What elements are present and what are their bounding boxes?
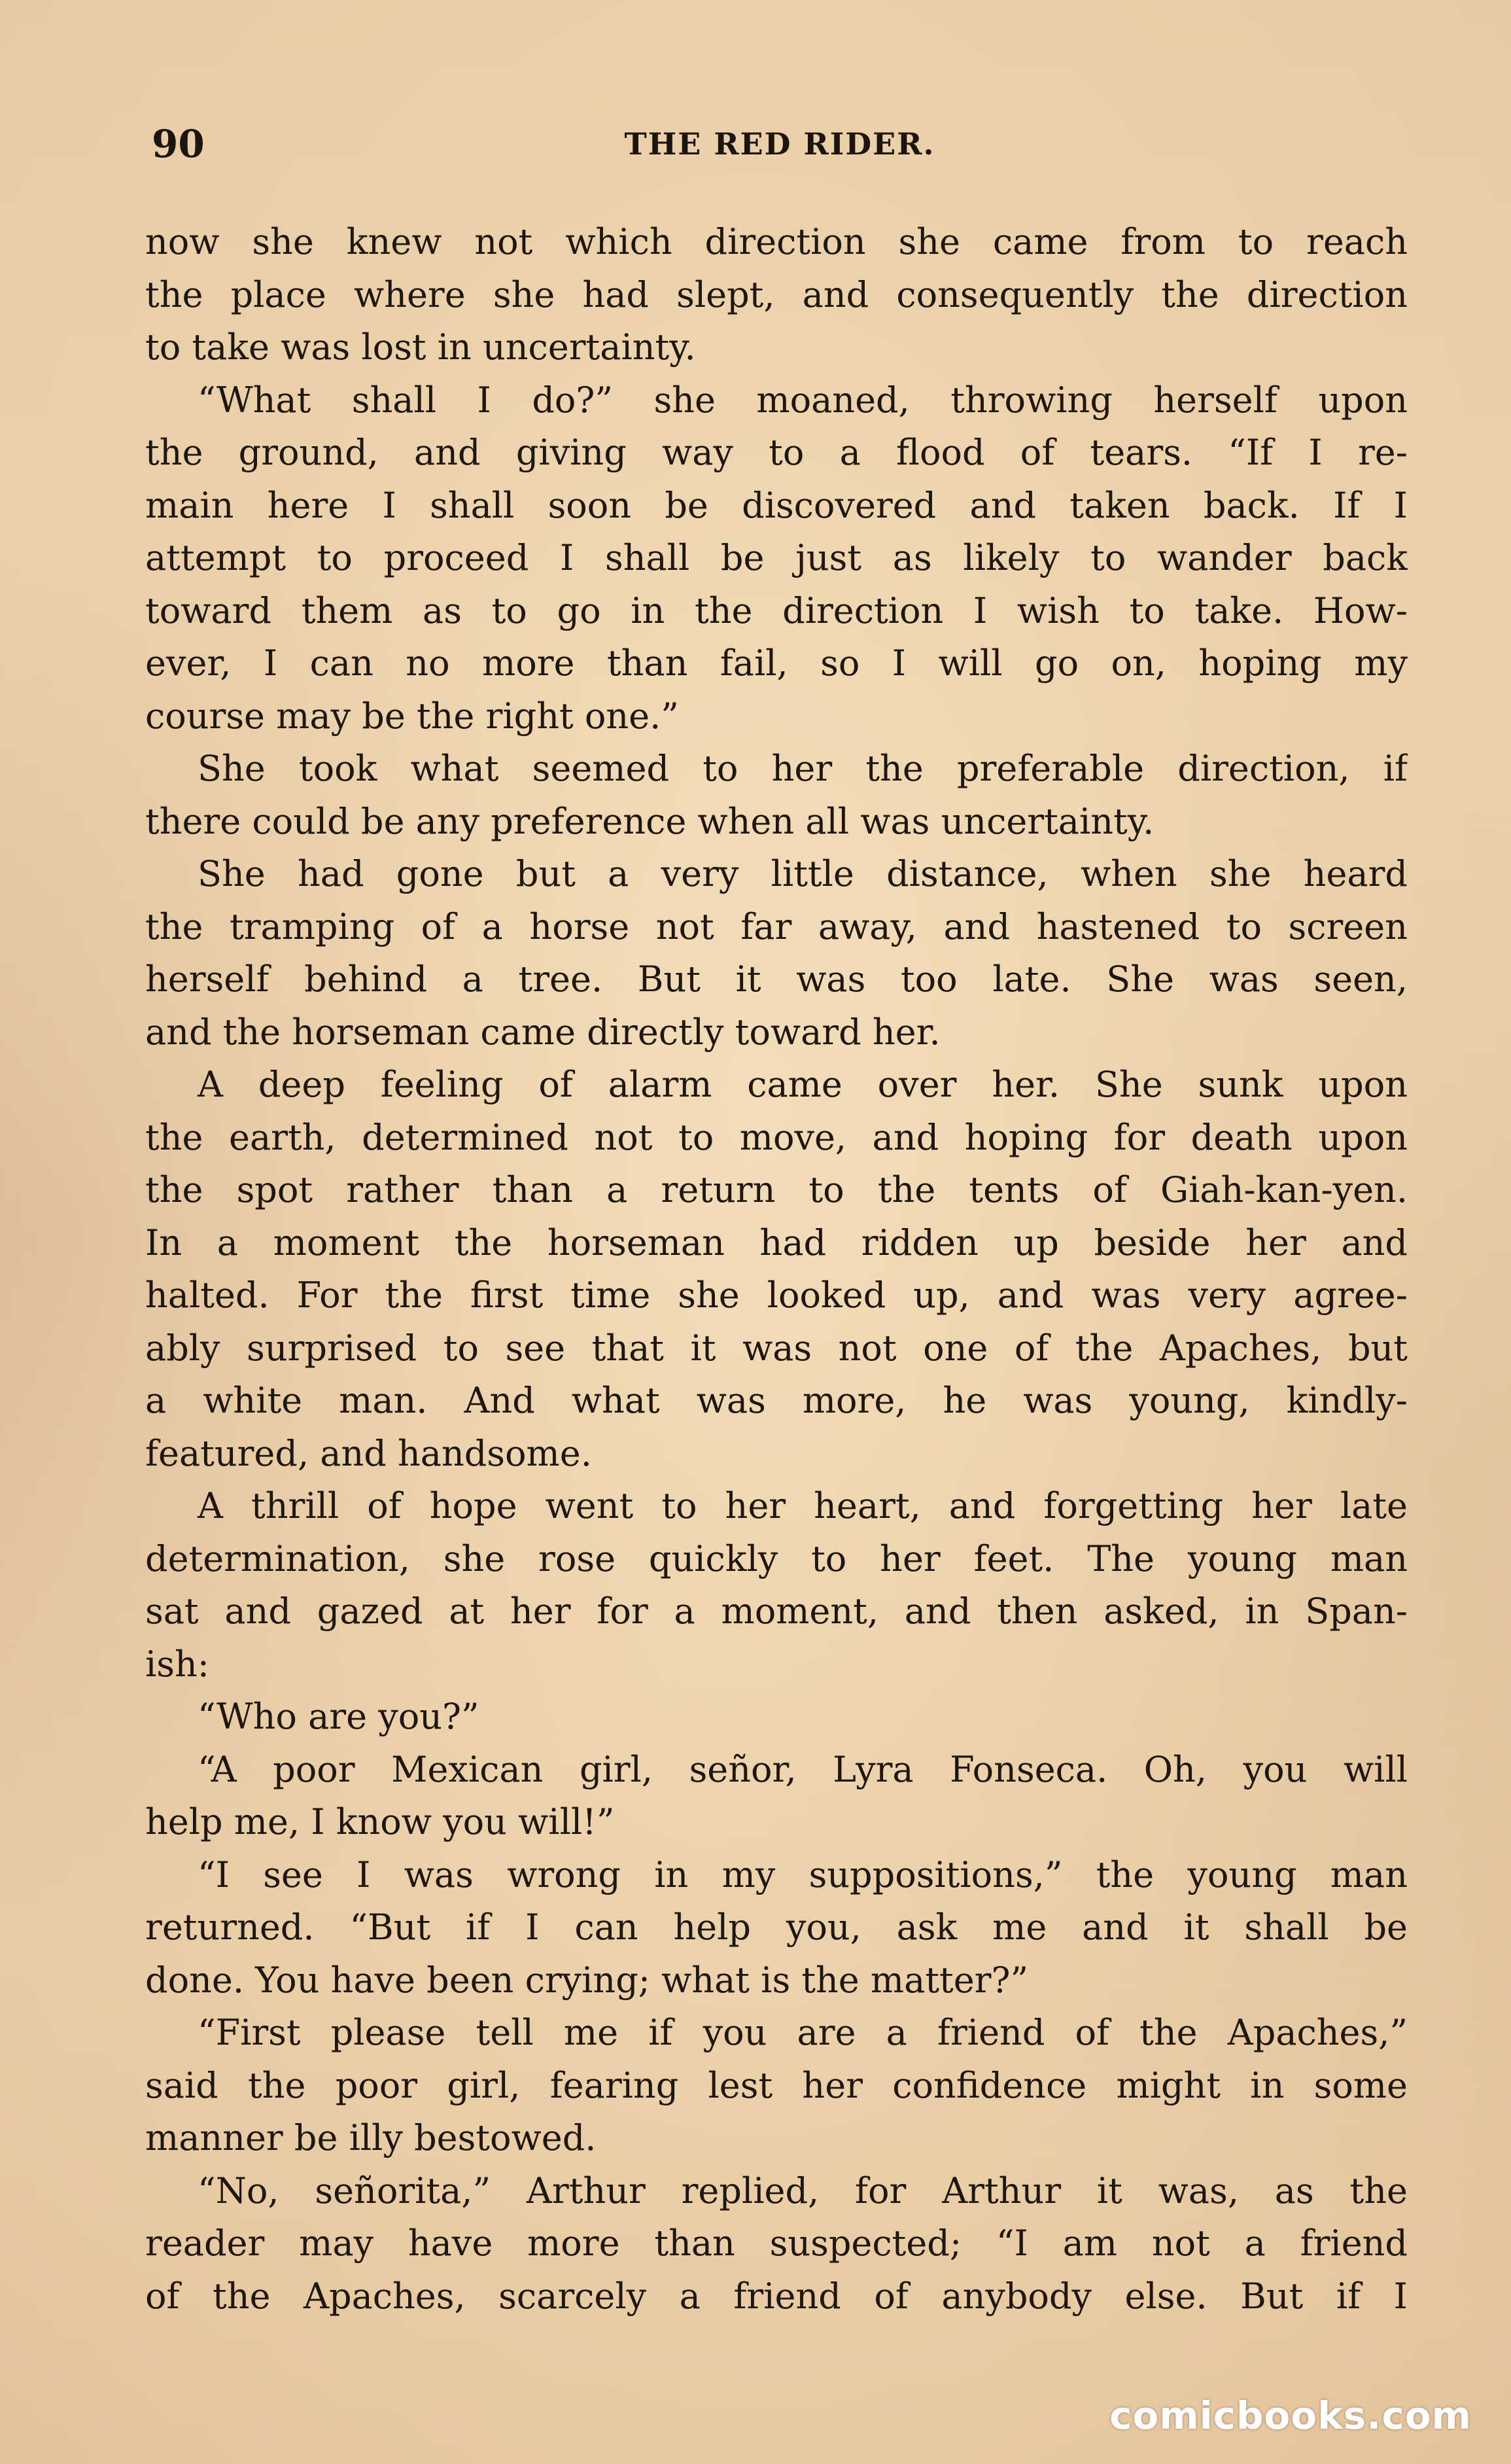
text-line: a white man. And what was more, he was young, kindly- (145, 1380, 1408, 1421)
text-line: there could be any preference when all was uncertainty. (145, 800, 1155, 842)
text-line: herself behind a tree. But it was too late. She was seen, (145, 959, 1408, 1000)
text-line: “First please tell me if you are a friend of the Apaches,” (198, 2012, 1408, 2053)
text-line: In a moment the horseman had ridden up beside her and (145, 1222, 1408, 1263)
text-line: the earth, determined not to move, and hoping for death upon (145, 1116, 1408, 1158)
text-line: reader may have more than suspected; “I am not a friend (145, 2223, 1408, 2264)
text-line: the place where she had slept, and consequently the direction (145, 273, 1408, 315)
text-line: She took what seemed to her the preferable direction, if (198, 748, 1408, 789)
text-line: now she knew not which direction she came from to reach (145, 221, 1408, 262)
text-line: help me, I know you will!” (145, 1801, 615, 1842)
page-number: 90 (152, 122, 205, 166)
text-line: attempt to proceed I shall be just as likely to wander back (145, 537, 1408, 578)
text-line: ever, I can no more than fail, so I will go on, hoping my (145, 642, 1408, 684)
text-line: the ground, and giving way to a flood of tears. “If I re- (145, 432, 1408, 473)
text-line: manner be illy bestowed. (145, 2117, 597, 2158)
text-line: “A poor Mexican girl, señor, Lyra Fonseca. Oh, you will (198, 1748, 1408, 1790)
text-line: “I see I was wrong in my suppositions,” the young man (198, 1854, 1408, 1895)
text-line: “What shall I do?” she moaned, throwing herself upon (198, 379, 1408, 421)
text-line: of the Apaches, scarcely a friend of anybody else. But if I (145, 2275, 1408, 2317)
text-line: halted. For the first time she looked up, and was very agree- (145, 1275, 1408, 1316)
text-line: She had gone but a very little distance, when she heard (198, 853, 1408, 894)
text-line: “Who are you?” (198, 1696, 479, 1737)
text-line: A deep feeling of alarm came over her. She sunk upon (198, 1064, 1408, 1105)
text-line: ish: (145, 1643, 209, 1685)
text-line: said the poor girl, fearing lest her confidence might in some (145, 2064, 1408, 2106)
watermark: comicbooks.com (1109, 2393, 1472, 2438)
page-header (152, 118, 1408, 170)
text-line: course may be the right one.” (145, 695, 679, 737)
body-text (145, 216, 1408, 2323)
text-line: sat and gazed at her for a moment, and then asked, in Span- (145, 1591, 1408, 1632)
text-line: done. You have been crying; what is the matter?” (145, 1959, 1029, 2001)
text-line: ably surprised to see that it was not one of the Apaches, but (145, 1327, 1408, 1369)
text-line: the tramping of a horse not far away, and hastened to screen (145, 906, 1408, 947)
text-line: “No, señorita,” Arthur replied, for Arthur it was, as the (198, 2170, 1408, 2211)
text-line: and the horseman came directly toward her. (145, 1011, 941, 1053)
text-line: determination, she rose quickly to her feet. The young man (145, 1538, 1408, 1579)
running-head: THE RED RIDER. (624, 126, 935, 162)
text-line: to take was lost in uncertainty. (145, 326, 696, 368)
text-line: the spot rather than a return to the tents of Giah-kan-yen. (145, 1169, 1408, 1210)
text-line: main here I shall soon be discovered and taken back. If I (145, 484, 1408, 526)
text-line: returned. “But if I can help you, ask me and it shall be (145, 1907, 1408, 1948)
text-line: featured, and handsome. (145, 1432, 592, 1474)
text-line: A thrill of hope went to her heart, and forgetting her late (198, 1485, 1408, 1526)
text-line: toward them as to go in the direction I wish to take. How- (145, 590, 1408, 631)
